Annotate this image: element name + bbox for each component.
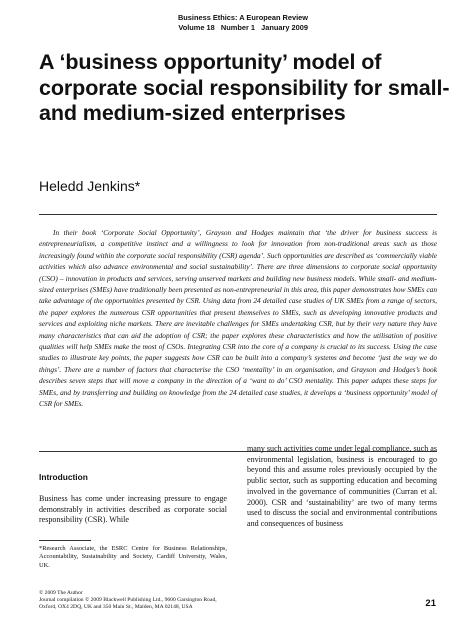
- article-abstract: In their book ‘Corporate Social Opportunity’, Grayson and Hodges maintain that ‘the driver for business success is entrepreneurialism, a competitive instinct and a willingness to look for innovation from non-traditional areas such as those increasingly found within the corporate social responsibility (CSR) agenda’. Such opportunities are described as ‘commercially viable activities which also advance environmental and social sustainability’. There are three dimensions to corporate social opportunity (CSO) – innovation in products and services, serving unserved markets and building new business models. While small- and medium-sized enterprises (SMEs) have traditionally been presented as non-entrepreneurial in this area, this paper demonstrates how SMEs can take advantage of the opportunities presented by CSR. Using data from 24 detailed case studies of UK SMEs from a range of sectors, the paper explores the numerous CSR opportunities that present themselves to SMEs, such as developing innovative products and services and exploiting niche markets. There are inevitable challenges for SMEs undertaking CSR, but by their very nature they have many characteristics that can aid the adoption of CSR; the paper explores these characteristics and how the utilisation of positive qualities will help SMEs make the most of CSOs. Integrating CSR into the core of a company is crucial to its success. Using the case studies to illustrate key points, the paper suggests how CSR can be built into a company’s systems and become ‘just the way we do things’. There are a number of factors that characterise the CSO ‘mentality’ in an organisation, and Grayson and Hodges’s book describes seven steps that will move a company in the direction of a ‘want to do’ CSO mentality. This paper adapts these steps for SMEs, and by transferring and building on knowledge from the 24 detailed case studies, it develops a ‘business opportunity’ model of CSR for SMEs.: [39, 228, 437, 409]
- author-footnote: *Research Associate, the ESRC Centre for Business Relationships, Accountability, Sustainability and Society, Cardiff University, Wales, UK.: [39, 545, 227, 569]
- abstract-top-rule: [39, 214, 437, 215]
- introduction-heading: Introduction: [39, 472, 88, 482]
- introduction-text-right: many such activities come under legal compliance, such as environmental legislation, business is encouraged to go beyond this and assume roles previously occupied by the public sector, such as supporting education and becoming involved in the governance of communities (Curran et al. 2000). CSR and ‘sustainability’ are two of many terms used to discuss the social and environmental contributions and consequences of business: [247, 444, 437, 528]
- article-author: Heledd Jenkins*: [39, 178, 141, 194]
- page-number: 21: [425, 598, 436, 609]
- footnote-rule: [39, 540, 91, 541]
- copyright-line-2: Journal compilation © 2009 Blackwell Publishing Ltd., 9600 Garsington Road,: [39, 597, 217, 603]
- left-column: [39, 472, 227, 570]
- introduction-text-left: Business has come under increasing pressure to engage demonstrably in activities described as corporate social responsibility (CSR). While: [39, 494, 227, 525]
- copyright-notice: [39, 590, 289, 611]
- copyright-line-1: © 2009 The Author: [39, 590, 83, 596]
- journal-header: [178, 13, 308, 33]
- right-column: [247, 444, 437, 530]
- journal-name: Business Ethics: A European Review: [177, 13, 308, 22]
- journal-issue: Volume 18 Number 1 January 2009: [178, 23, 308, 32]
- article-title: A ‘business opportunity’ model of corporate social responsibility for small- and medium-sized enterprises: [39, 50, 450, 125]
- copyright-line-3: Oxford, OX4 2DQ, UK and 350 Main St., Malden, MA 02148, USA: [39, 604, 193, 610]
